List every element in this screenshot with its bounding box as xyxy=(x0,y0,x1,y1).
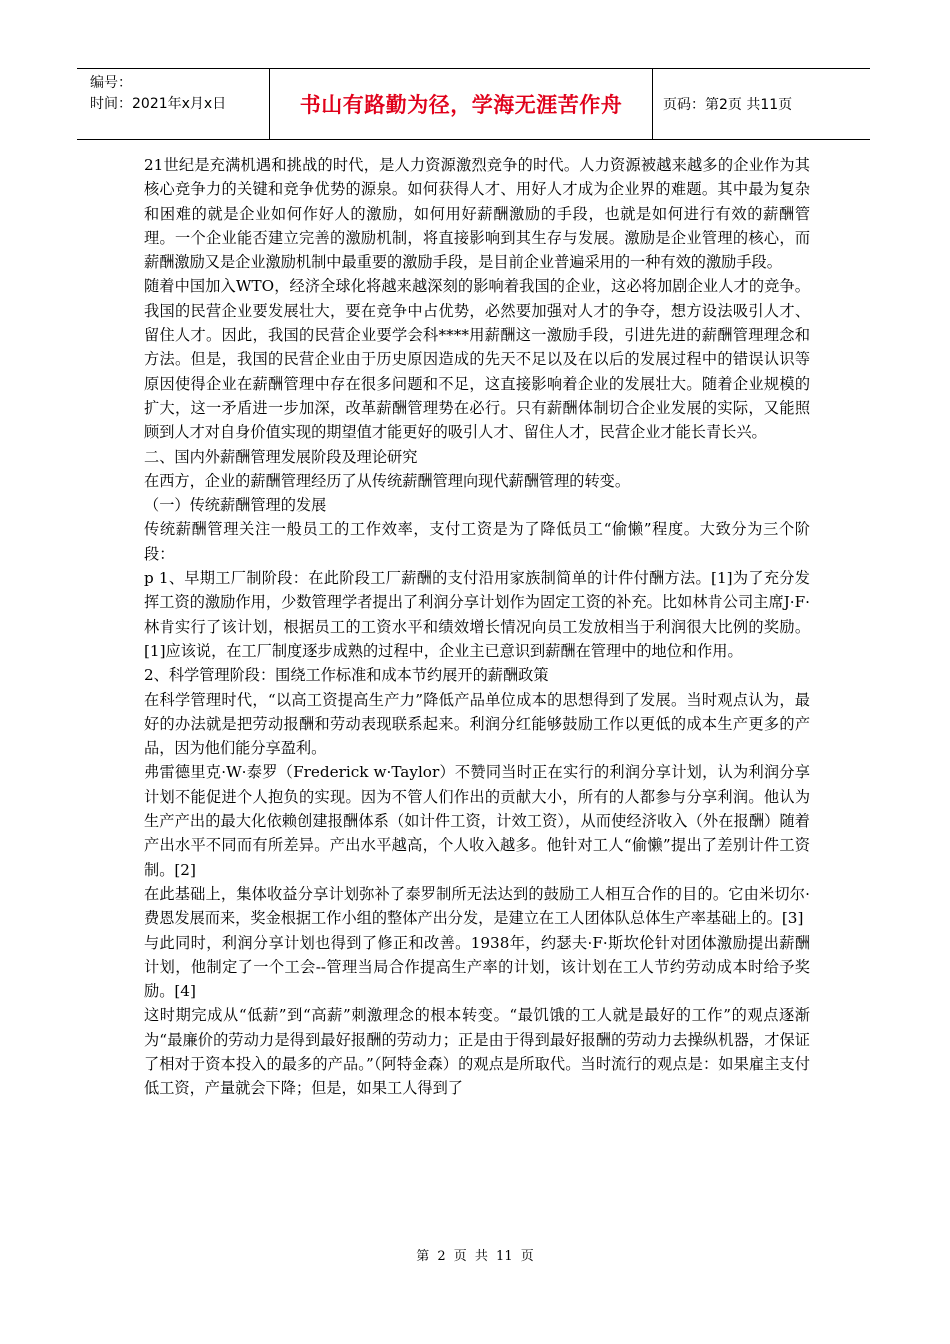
subsection-heading: （一）传统薪酬管理的发展 xyxy=(144,496,327,515)
header-page-info: 页码：第2页 共11页 xyxy=(663,97,793,113)
document-number-label: 编号： xyxy=(90,75,132,91)
paragraph: 这时期完成从“低薪”到“高薪”刺激理念的根本转变。“最饥饿的工人就是最好的工作”的观点逐渐为“最廉价的劳动力是得到最好报酬的劳动力；正是由于得到最好报酬的劳动力去操纵机器，才保证了相对于资本投入的最多的产品。”（阿特金森）的观点是所取代。当时流行的观点是：如果雇主支付低工资，产量就会下降；但是，如果工人得到了 xyxy=(144,1006,810,1098)
paragraph: p 1、早期工厂制阶段：在此阶段工厂薪酬的支付沿用家族制简单的计件付酬方法。[1]为了充分发挥工资的激励作用，少数管理学者提出了利润分享计划作为固定工资的补充。比如林肯公司主席J·F·林肯实行了该计划，根据员工的工资水平和绩效增长情况向员工发放相当于利润很大比例的奖励。[1]应该说，在工厂制度逐步成熟的过程中，企业主已意识到薪酬在管理中的地位和作用。 xyxy=(144,569,810,660)
paragraph: 弗雷德里克·W·泰罗（Frederick w·Taylor）不赞同当时正在实行的利润分享计划，认为利润分享计划不能促进个人抱负的实现。因为不管人们作出的贡献大小，所有的人都参与分享利润。他认为生产产出的最大化依赖创建报酬体系（如计件工资，计效工资），从而使经济收入（外在报酬）随着产出水平不同而有所差异。产出水平越高，个人收入越多。他针对工人“偷懒”提出了差别计件工资制。[2] xyxy=(144,763,810,879)
header-motto-cell xyxy=(270,69,653,139)
page-header xyxy=(77,68,870,140)
paragraph: 在西方，企业的薪酬管理经历了从传统薪酬管理向现代薪酬管理的转变。 xyxy=(144,471,630,490)
document-body xyxy=(144,153,810,1101)
paragraph: 随着中国加入WTO，经济全球化将越来越深刻的影响着我国的企业，这必将加剧企业人才的竞争。我国的民营企业要发展壮大，要在竞争中占优势，必然要加强对人才的争夺，想方设法吸引人才、留住人才。因此，我国的民营企业要学会科****用薪酬这一激励手段，引进先进的薪酬管理理念和方法。但是，我国的民营企业由于历史原因造成的先天不足以及在以后的发展过程中的错误认识等原因使得企业在薪酬管理中存在很多问题和不足，这直接影响着企业的发展壮大。随着企业规模的扩大，这一矛盾进一步加深，改革薪酬管理势在必行。只有薪酬体制切合企业发展的实际，又能照顾到人才对自身价值实现的期望值才能更好的吸引人才、留住人才，民营企业才能长青长兴。 xyxy=(144,277,810,442)
paragraph: 21世纪是充满机遇和挑战的时代，是人力资源激烈竞争的时代。人力资源被越来越多的企业作为其核心竞争力的关键和竞争优势的源泉。如何获得人才、用好人才成为企业界的难题。其中最为复杂和困难的就是企业如何作好人的激励，如何用好薪酬激励的手段，也就是如何进行有效的薪酬管理。一个企业能否建立完善的激励机制，将直接影响到其生存与发展。激励是企业管理的核心，而薪酬激励又是企业激励机制中最重要的激励手段，是目前企业普遍采用的一种有效的激励手段。 xyxy=(144,156,810,272)
page-footer: 第 2 页 共 11 页 xyxy=(416,1249,534,1264)
header-motto: 书山有路勤为径，学海无涯苦作舟 xyxy=(299,93,623,117)
paragraph: 在科学管理时代，“以高工资提高生产力”降低产品单位成本的思想得到了发展。当时观点认为，最好的办法就是把劳动报酬和劳动表现联系起来。利润分红能够鼓励工作以更低的成本生产更多的产品，因为他们能分享盈利。 xyxy=(144,690,810,758)
header-left-cell xyxy=(77,69,270,139)
subsection-heading: 2、科学管理阶段：围绕工作标准和成本节约展开的薪酬政策 xyxy=(144,666,549,685)
paragraph: 与此同时，利润分享计划也得到了修正和改善。1938年，约瑟夫·F·斯坎伦针对团体激励提出薪酬计划，他制定了一个工会--管理当局合作提高生产率的计划，该计划在工人节约劳动成本时给予奖励。[4] xyxy=(144,933,810,1001)
paragraph: 在此基础上，集体收益分享计划弥补了泰罗制所无法达到的鼓励工人相互合作的目的。它由米切尔·费恩发展而来，奖金根据工作小组的整体产出分发，是建立在工人团体队总体生产率基础上的。[3] xyxy=(144,884,810,928)
document-date-label: 时间：2021年x月x日 xyxy=(90,96,227,112)
paragraph: 传统薪酬管理关注一般员工的工作效率，支付工资是为了降低员工“偷懒”程度。大致分为三个阶段： xyxy=(144,520,810,563)
section-heading: 二、国内外薪酬管理发展阶段及理论研究 xyxy=(144,447,418,466)
